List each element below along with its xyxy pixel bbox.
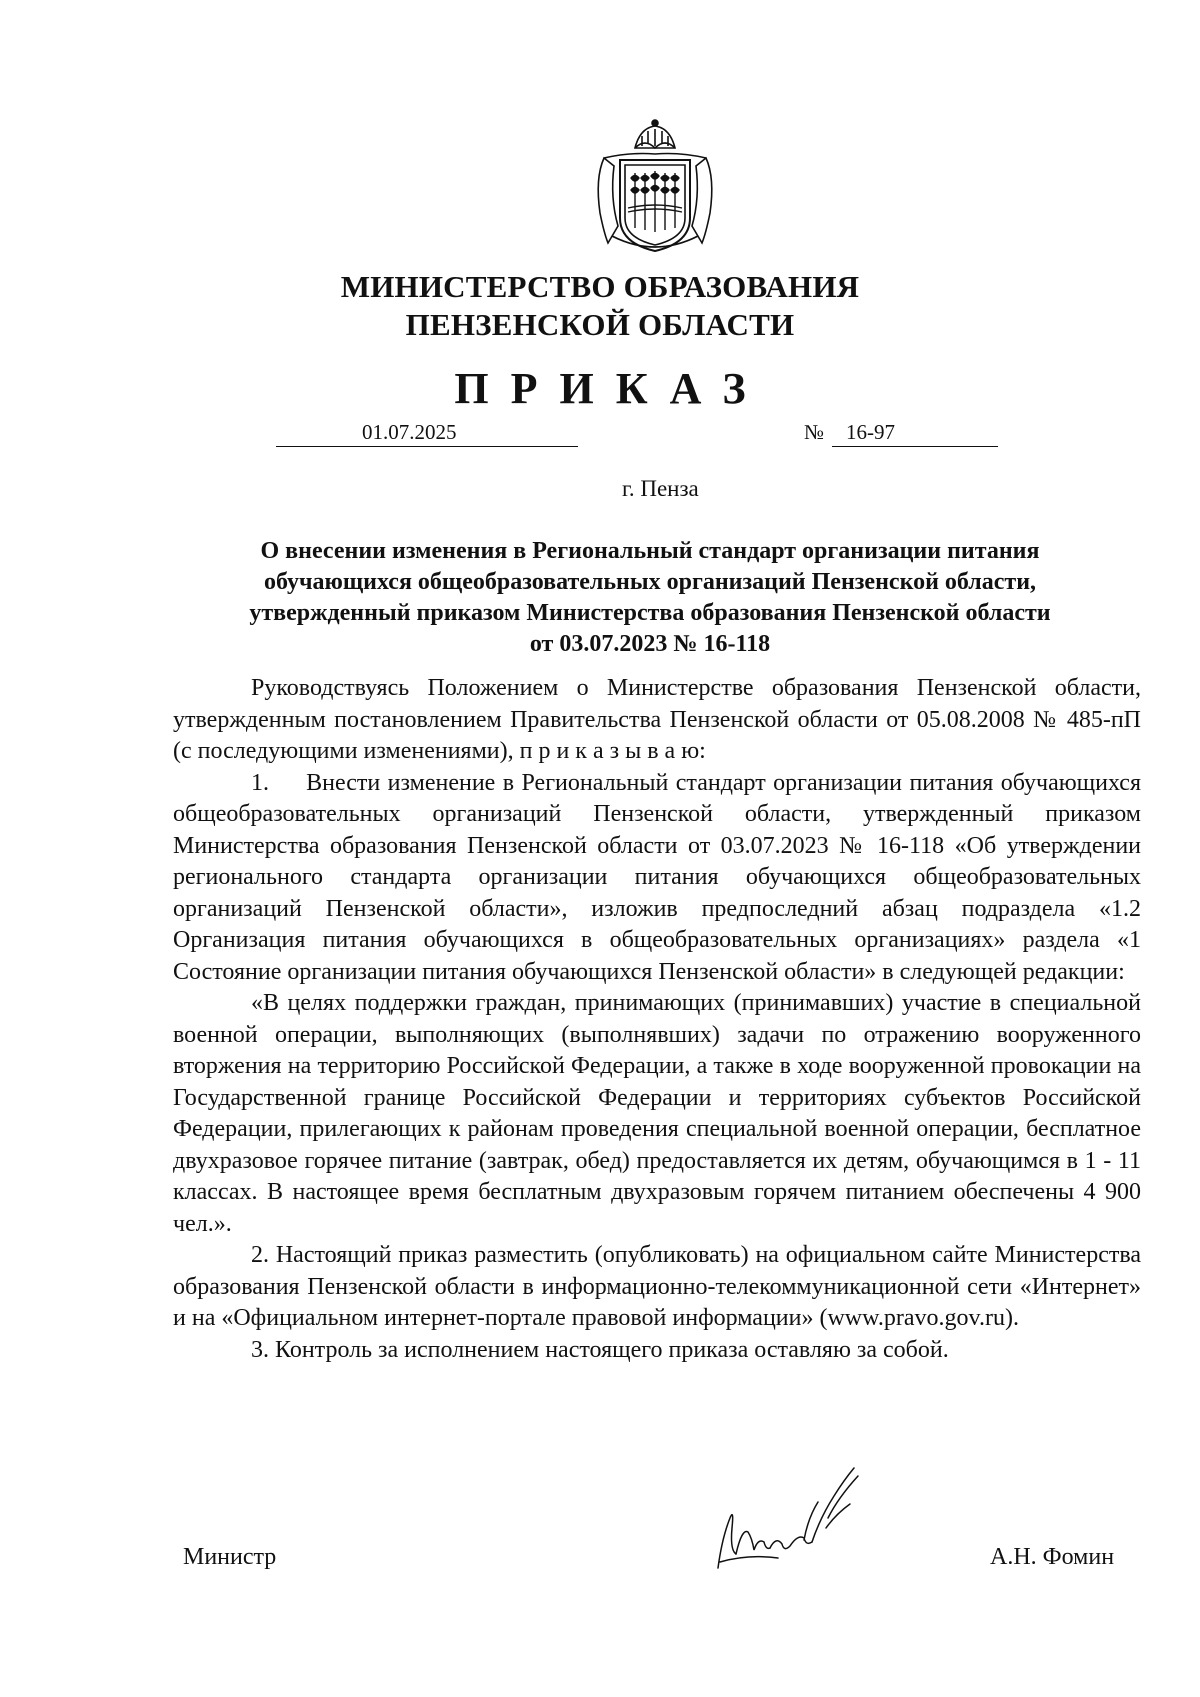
order-number: 16-97 — [846, 420, 895, 444]
order-body — [173, 673, 1141, 1366]
city-label: г. Пенза — [622, 476, 699, 501]
order-date-field — [276, 418, 578, 447]
ministry-name-line2: ПЕНЗЕНСКОЙ ОБЛАСТИ — [405, 307, 795, 342]
signatory-title: Министр — [183, 1544, 277, 1570]
handwritten-signature-image — [708, 1458, 878, 1576]
coat-of-arms-emblem — [590, 118, 720, 258]
order-subject — [170, 536, 1130, 660]
subject-line-4: от 03.07.2023 № 16-118 — [529, 631, 771, 657]
preamble-paragraph: Руководствуясь Положением о Министерстве образования Пензенской области, утвержденным постановлением Правительства Пензенской области от 05.08.2008 № 485-пП (с последующими изменениями), п р и к а з ы в а ю: — [173, 675, 1141, 764]
quoted-amendment-paragraph: «В целях поддержки граждан, принимающих (принимавших) участие в специальной военной операции, выполняющих (выполнявших) задачи по отражению вооруженного вторжения на территорию Российской Федерации, а также в ходе вооруженной провокации на Государственной границе Российской Федерации и территориях субъектов Российской Федерации, прилегающих к районам проведения специальной военной операции, бесплатное двухразовое горячее питание (завтрак, обед) предоставляется их детям, обучающимся в 1 - 11 классах. В настоящее время бесплатным двухразовым горячем питанием обеспечены 4 900 чел.». — [173, 990, 1141, 1237]
subject-line-2: обучающихся общеобразовательных организаций Пензенской области, — [263, 569, 1037, 595]
ministry-name-line1: МИНИСТЕРСТВО ОБРАЗОВАНИЯ — [340, 269, 860, 304]
signatory-name: А.Н. Фомин — [990, 1544, 1115, 1570]
document-type-title: ПРИКАЗ — [454, 364, 768, 413]
order-number-field — [832, 418, 998, 447]
subject-line-3: утвержденный приказом Министерства образования Пензенской области — [249, 600, 1051, 626]
clause-2-paragraph: 2. Настоящий приказ разместить (опубликовать) на официальном сайте Министерства образования Пензенской области в информационно-телекоммуникационной сети «Интернет» и на «Официальном интернет-портале правовой информации» (www.pravo.gov.ru). — [173, 1242, 1141, 1331]
number-sign: № — [804, 420, 825, 444]
order-date: 01.07.2025 — [362, 420, 457, 444]
subject-line-1: О внесении изменения в Региональный стандарт организации питания — [260, 538, 1040, 564]
signature-block — [0, 1458, 1200, 1598]
clause-3-paragraph: 3. Контроль за исполнением настоящего приказа оставляю за собой. — [251, 1336, 949, 1363]
clause-1-paragraph: 1. Внести изменение в Региональный стандарт организации питания обучающихся общеобразовательных организаций Пензенской области, утвержденный приказом Министерства образования Пензенской области от 03.07.2023 № 16-118 «Об утверждении регионального стандарта организации питания обучающихся общеобразовательных организаций Пензенской области», изложив предпоследний абзац подраздела «1.2 Организация питания обучающихся в общеобразовательных организациях» раздела «1 Состояние организации питания обучающихся Пензенской области» в следующей редакции: — [173, 769, 1141, 985]
